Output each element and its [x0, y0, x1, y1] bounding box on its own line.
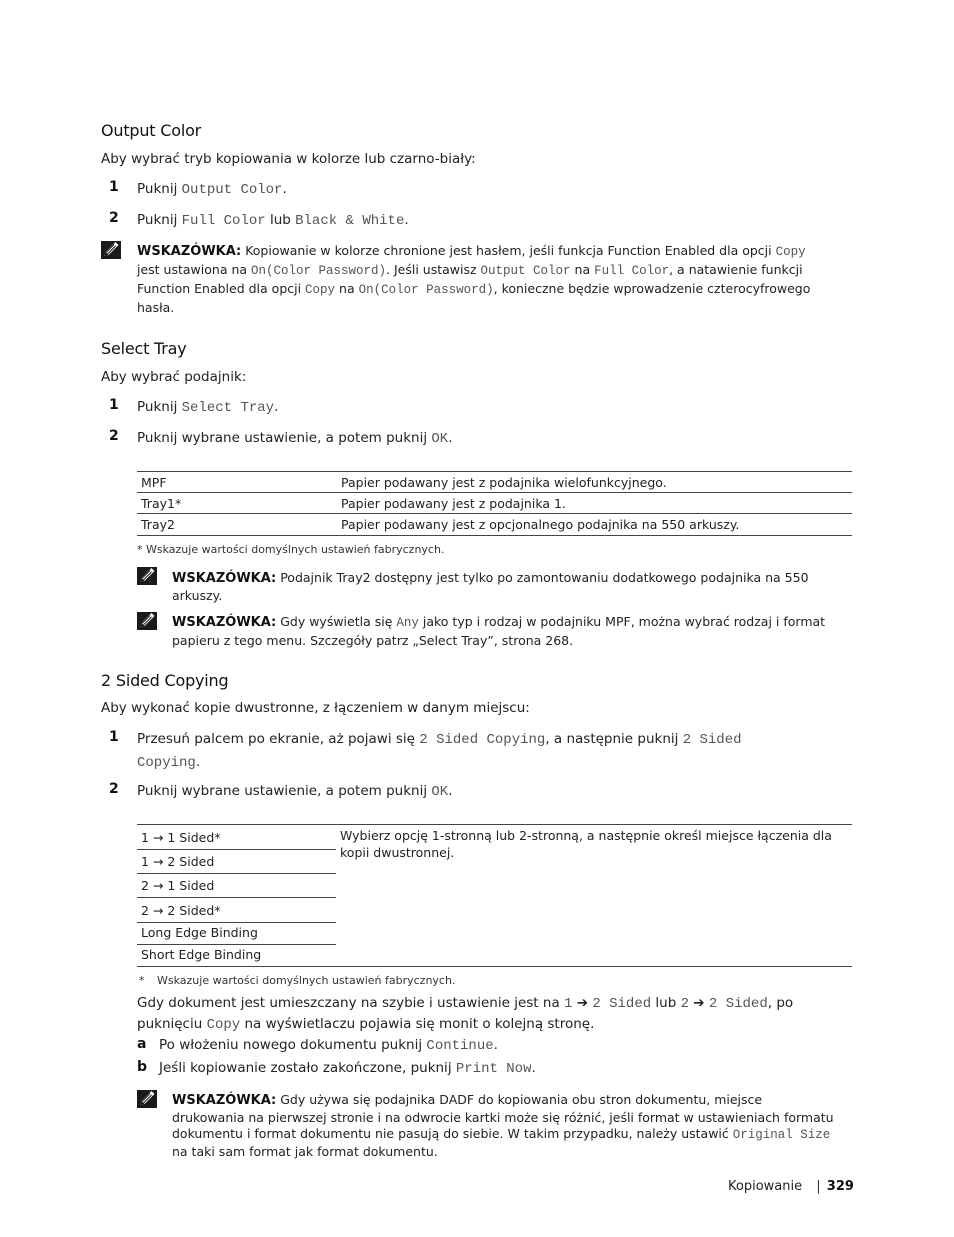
footer-section-name: Kopiowanie: [728, 1179, 803, 1194]
step-number: 2: [109, 781, 119, 797]
table-row: [137, 472, 852, 493]
select-tray-step-2: Puknij wybrane ustawienie, a potem puknij OK.: [137, 430, 453, 447]
section-heading-2-sided-copying: 2 Sided Copying: [101, 671, 229, 690]
select-tray-step-1: Puknij Select Tray.: [137, 399, 279, 416]
two-sided-footnote: Wskazuje wartości domyślnych ustawień fabrycznych.: [157, 974, 456, 987]
table-cell-description: Papier podawany jest z podajnika 1.: [337, 493, 852, 514]
table-row: 1 → 1 Sided*: [137, 825, 336, 850]
page-number: 329: [826, 1179, 854, 1194]
note-pencil-icon: [137, 567, 157, 585]
two-sided-footnote-star: *: [139, 974, 145, 987]
table-row: [137, 514, 852, 536]
two-sided-intro: Aby wykonać kopie dwustronne, z łączeniem w danym miejscu:: [101, 700, 530, 716]
note-pencil-icon: [137, 1090, 157, 1108]
two-sided-substep-a: Po włożeniu nowego dokumentu puknij Continue.: [159, 1037, 498, 1054]
two-sided-substep-b: Jeśli kopiowanie zostało zakończone, puknij Print Now.: [159, 1060, 536, 1077]
output-color-intro: Aby wybrać tryb kopiowania w kolorze lub czarno-biały:: [101, 151, 476, 167]
two-sided-options-column: [137, 825, 336, 966]
substep-letter: b: [137, 1059, 148, 1075]
table-cell-description: Papier podawany jest z opcjonalnego podajnika na 550 arkuszy.: [337, 514, 852, 536]
table-cell-description: Papier podawany jest z podajnika wielofunkcyjnego.: [337, 472, 852, 493]
table-row: Short Edge Binding: [141, 947, 262, 962]
step-number: 2: [109, 428, 119, 444]
footer-separator: |: [816, 1179, 821, 1194]
two-sided-table: [137, 824, 852, 967]
output-color-note: WSKAZÓWKA: Kopiowanie w kolorze chronione jest hasłem, jeśli funkcja Function Enabled dla opcji Copy jest ustawiona na On(Color Password). Jeśli ustawisz Output Color na Full Color, a natawienie funkcji Function Enabled dla opcji Copy na On(Color Password), konieczne będzie wprowadzenie czterocyfrowego hasła.: [137, 243, 811, 315]
table-row: 2 → 1 Sided: [137, 874, 336, 898]
page-footer: [728, 1179, 854, 1194]
output-color-step-1: Puknij Output Color.: [137, 181, 287, 198]
table-row: 1 → 2 Sided: [137, 850, 336, 874]
two-sided-note: WSKAZÓWKA: Gdy używa się podajnika DADF do kopiowania obu stron dokumentu, miejsce drukowania na pierwszej stronie i na odwrocie kartki może się różnić, jeśli format w ustawieniach formatu dokumentu i format dokumentu nie pasują do siebie. W takim przypadku, należy ustawić Original Size na taki sam format jak format dokumentu.: [172, 1092, 834, 1159]
select-tray-note-2: WSKAZÓWKA: Gdy wyświetla się Any jako typ i rodzaj w podajniku MPF, można wybrać rodzaj i format papieru z tego menu. Szczegóły patrz „Select Tray”, strona 268.: [172, 614, 826, 648]
table-row: 2 → 2 Sided*: [137, 898, 336, 923]
note-pencil-icon: [137, 612, 157, 630]
select-tray-intro: Aby wybrać podajnik:: [101, 369, 247, 385]
select-tray-footnote: * Wskazuje wartości domyślnych ustawień fabrycznych.: [137, 543, 445, 556]
table-cell-option: MPF: [137, 472, 337, 493]
table-cell-option: Tray1*: [137, 493, 337, 514]
section-heading-output-color: Output Color: [101, 121, 202, 140]
substep-letter: a: [137, 1036, 147, 1052]
select-tray-note-1: WSKAZÓWKA: Podajnik Tray2 dostępny jest tylko po zamontowaniu dodatkowego podajnika na 550 arkuszy.: [172, 570, 809, 603]
table-cell-option: Tray2: [137, 514, 337, 536]
step-number: 1: [109, 729, 119, 745]
two-sided-after-text: Gdy dokument jest umieszczany na szybie i ustawienie jest na 1 ➔ 2 Sided lub 2 ➔ 2 Sided, po puknięciu Copy na wyświetlaczu pojawia się monit o kolejną stronę.: [137, 995, 794, 1033]
table-row: [137, 493, 852, 514]
select-tray-table: [137, 471, 852, 536]
step-number: 2: [109, 210, 119, 226]
two-sided-step-2: Puknij wybrane ustawienie, a potem puknij OK.: [137, 783, 453, 800]
two-sided-step-1: Przesuń palcem po ekranie, aż pojawi się 2 Sided Copying, a następnie puknij 2 Sided Copying.: [137, 731, 742, 771]
output-color-step-2: Puknij Full Color lub Black & White.: [137, 212, 409, 229]
two-sided-description: Wybierz opcję 1-stronną lub 2-stronną, a następnie określ miejsce łączenia dla kopii dwustronnej.: [340, 828, 832, 860]
step-number: 1: [109, 397, 119, 413]
step-number: 1: [109, 179, 119, 195]
note-pencil-icon: [101, 241, 121, 259]
section-heading-select-tray: Select Tray: [101, 339, 187, 358]
table-row: Long Edge Binding: [137, 923, 336, 945]
